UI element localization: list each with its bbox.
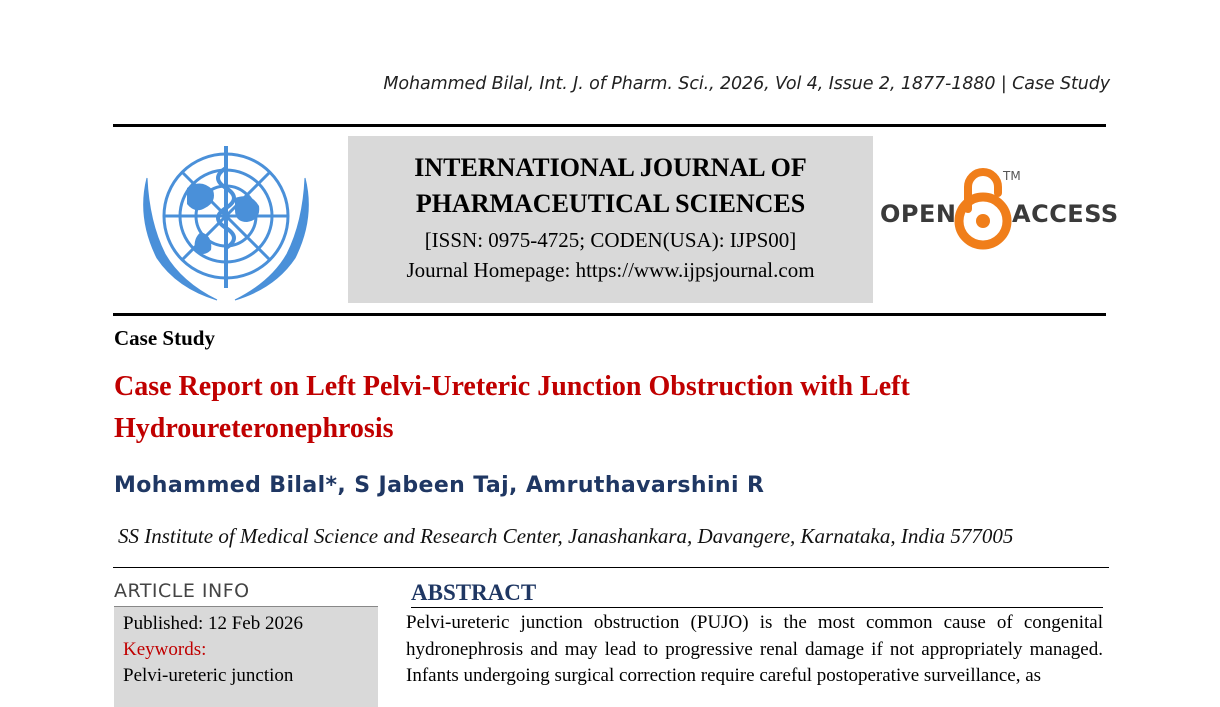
open-access-word-access: ACCESS	[1012, 200, 1119, 228]
running-head: Mohammed Bilal, Int. J. of Pharm. Sci., 2026, Vol 4, Issue 2, 1877-1880 | Case Study	[383, 74, 1110, 94]
article-info-box	[114, 606, 378, 707]
journal-title-line2: PHARMACEUTICAL SCIENCES	[415, 189, 806, 218]
open-access-logo	[880, 165, 1119, 253]
abstract-heading: ABSTRACT	[411, 578, 1103, 608]
journal-title-line1: INTERNATIONAL JOURNAL OF	[414, 153, 807, 182]
article-info-heading: ARTICLE INFO	[114, 580, 250, 602]
section-divider	[113, 567, 1109, 568]
study-type-label: Case Study	[114, 326, 215, 350]
keywords-label: Keywords:	[123, 639, 207, 660]
abstract-text: Pelvi-ureteric junction obstruction (PUJO) is the most common cause of congenital hydronephrosis and may lead to progressive renal damage if not appropriately managed. Infants undergoing surgical correction require careful postoperative surveillance, as	[406, 612, 1103, 686]
homepage-line: Journal Homepage: https://www.ijpsjournal.com	[406, 258, 815, 282]
author-list: Mohammed Bilal*, S Jabeen Taj, Amruthavarshini R	[114, 473, 765, 498]
open-access-word-open: OPEN	[880, 200, 957, 228]
affiliation: SS Institute of Medical Science and Research Center, Janashankara, Davangere, Karnataka, India 577005	[118, 524, 1014, 548]
issn-line: [ISSN: 0975-4725; CODEN(USA): IJPS00]	[424, 228, 797, 252]
header-rule-bottom	[113, 313, 1106, 316]
header-rule-top	[113, 124, 1106, 127]
journal-title	[348, 150, 873, 222]
journal-masthead	[348, 136, 873, 303]
published-date: Published: 12 Feb 2026	[123, 613, 303, 634]
keyword-item: Pelvi-ureteric junction	[123, 665, 294, 686]
open-access-tm: TM	[1003, 169, 1021, 183]
un-emblem-icon	[127, 138, 325, 308]
article-title: Case Report on Left Pelvi-Ureteric Junction Obstruction with Left Hydroureteronephrosis	[114, 371, 910, 444]
